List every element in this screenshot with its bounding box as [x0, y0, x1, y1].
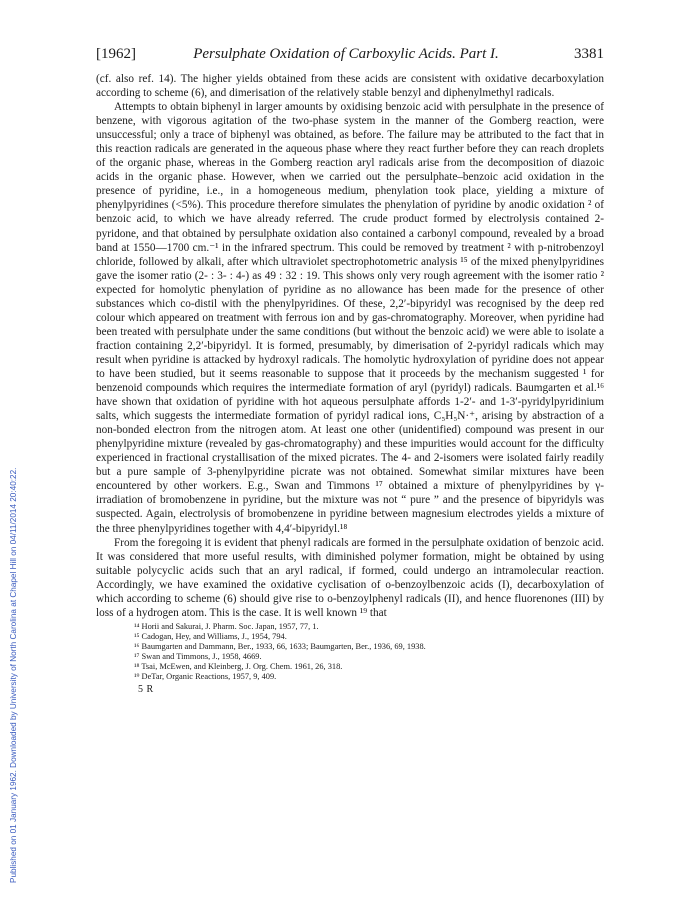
footnote-references — [96, 622, 604, 683]
header-year: [1962] — [96, 46, 136, 62]
reference-item: ¹⁸ Tsai, McEwen, and Kleinberg, J. Org. Chem. 1961, 26, 318. — [134, 662, 343, 672]
paragraph-cyclisation: From the foregoing it is evident that phenyl radicals are formed in the persulphate oxidation of benzoic acid. It was considered that more useful results, with diminished polymer formation, might be obtained by using suitable polycyclic acids such that an aryl radical, if formed, could undergo an intramolecular reaction. Accordingly, we have examined the oxidative cyclisation of o-benzoylbenzoic acids (I), decarboxylation of which according to scheme (6) should give rise to o-benzoylphenyl radicals (II), and hence fluorenones (III) by loss of a hydrogen atom. This is the case. It is well known ¹⁹ that — [96, 536, 604, 619]
reference-item: ¹⁴ Horii and Sakurai, J. Pharm. Soc. Japan, 1957, 77, 1. — [134, 621, 319, 631]
page-number: 3381 — [574, 46, 604, 62]
reference-item: ¹⁹ DeTar, Organic Reactions, 1957, 9, 409. — [134, 672, 277, 682]
paragraph-phenylation: Attempts to obtain biphenyl in larger amounts by oxidising benzoic acid with persulphate in the presence of benzene, with vigorous agitation of the two-phase system in the manner of the Gomberg reaction, were unsuccessful; only a trace of biphenyl was obtained, as before. The failure may be attributed to the fact that in this reaction radicals are generated in the aqueous phase where they react further before they can reach droplets of the organic phase, whereas in the Gomberg reaction aryl radicals arise from the decomposition of diazoic acids in the organic phase. However, when we carried out the persulphate–benzoic acid oxidation in the presence of pyridine, i.e., in a homogeneous medium, phenylation took place, yielding a mixture of phenylpyridines (<5%). This procedure therefore simulates the phenylation of pyridine by anodic oxidation ² of benzoic acid, to which we have already referred. The crude product formed by electrolysis contained 2-pyridone, and that obtained by persulphate oxidation also contained a carbonyl compound, revealed by a broad band at 1550—1700 cm.⁻¹ in the infrared spectrum. This could be removed by treatment ² with p-nitrobenzoyl chloride, followed by alkali, after which ultraviolet spectrophotometric analysis ¹⁵ of the mixed phenylpyridines gave the isomer ratio (2- : 3- : 4-) as 49 : 32 : 19. This shows only very rough agreement with the isomer ratio ² expected for homolytic phenylation of pyridine as no allowance has been made for the presence of other substances which co-distil with the phenylpyridines. Of these, 2,2′-bipyridyl was recognised by the deep red colour which appeared on treatment with ferrous ion and by gas-chromatography. Moreover, when pyridine had been treated with persulphate under the same conditions (but without the benzoic acid) we were able to isolate a fraction containing 2,2′-bipyridyl. It is formed, presumably, by dimerisation of 2-pyridyl radicals which may result when pyridine is attacked by hydroxyl radicals. The homolytic hydroxylation of pyridine does not appear to have been studied, but it seems reasonable to suppose that it proceeds by the mechanism suggested ¹ for benzenoid compounds which requires the intermediate formation of aryl (pyridyl) radicals. Baumgarten et al.¹⁶ have shown that oxidation of pyridine with hot aqueous persulphate affords 1-2′- and 1-3′-pyridylpyridinium salts, which suggests the intermediate formation of pyridyl radical ions, C₅H₅N·⁺, arising by abstraction of a non-bonded electron from the nitrogen atom. At least one other (unidentified) compound was present in our phenylpyridine mixture (revealed by gas-chromatography) and these impurities would account for the difficulty experienced in fractional crystallisation of the mixed picrates. The 4- and 2-isomers were isolated fairly readily but a pure sample of 3-phenylpyridine picrate was not obtained. Somewhat similar mixtures have been encountered by other workers. E.g., Swan and Timmons ¹⁷ obtained a mixture of phenylpyridines by γ-irradiation of bromobenzene in pyridine, but the mixture was not “ pure ” and the presence of bipyridyls was suspected. Again, electrolysis of bromobenzene in pyridine between magnesium electrodes yields a mixture of the three phenylpyridines together with 4,4′-bipyridyl.¹⁸ — [96, 101, 604, 535]
article-body — [96, 72, 604, 620]
journal-page — [96, 46, 604, 695]
reference-item: ¹⁷ Swan and Timmons, J., 1958, 4669. — [134, 652, 262, 662]
running-header — [96, 46, 604, 68]
reference-item: ¹⁵ Cadogan, Hey, and Williams, J., 1954, 794. — [134, 631, 287, 641]
paragraph-continuation: (cf. also ref. 14). The higher yields obtained from these acids are consistent with oxidative decarboxylation according to scheme (6), and dimerisation of the relatively stable benzyl and diphenylmethyl radicals. — [96, 73, 604, 100]
header-title: Persulphate Oxidation of Carboxylic Acids. Part I. — [193, 46, 499, 62]
download-watermark — [0, 60, 18, 890]
reference-item: ¹⁶ Baumgarten and Dammann, Ber., 1933, 66, 1633; Baumgarten, Ber., 1936, 69, 1938. — [134, 642, 426, 652]
printer-signature: 5 R — [138, 684, 154, 696]
download-notice-text: Published on 01 January 1962. Downloaded by University of North Carolina at Chapel Hill on 04/11/2014 20:40:22. — [9, 467, 18, 883]
